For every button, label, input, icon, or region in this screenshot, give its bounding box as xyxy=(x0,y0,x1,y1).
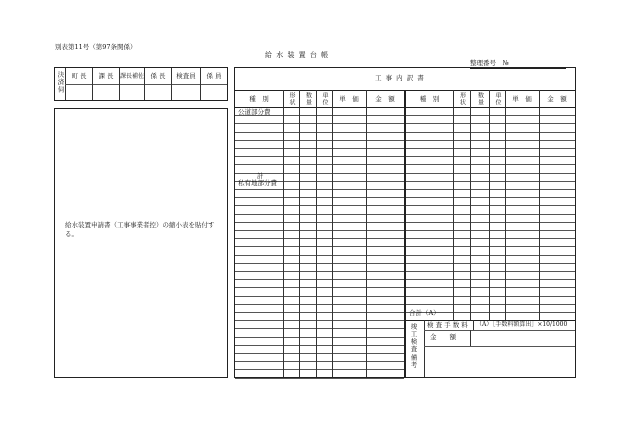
table-row-line xyxy=(406,205,575,206)
table-row-line xyxy=(406,296,575,297)
col-header-amount-left: 金 額 xyxy=(375,94,395,103)
table-row-line xyxy=(406,156,575,157)
remarks-side-label: 備考 xyxy=(409,354,418,369)
table-row-line xyxy=(235,123,404,124)
table-row-line xyxy=(235,361,404,362)
form-reference: 別表第11号（第97条関係） xyxy=(55,43,137,51)
table-row-line xyxy=(235,337,404,338)
table-row-line xyxy=(235,263,404,264)
table-row-line xyxy=(406,279,575,280)
col-header-shape-left: 形状 xyxy=(288,92,295,106)
row-label-public-road: 公道部分費 xyxy=(238,108,271,116)
table-row-line xyxy=(235,353,404,354)
table-row-line xyxy=(235,214,404,215)
table-row-line xyxy=(406,214,575,215)
table-row-line xyxy=(235,255,404,256)
table-row-line xyxy=(235,148,404,149)
table-row-line xyxy=(406,263,575,264)
approval-side-label: 決済伺 xyxy=(56,71,65,94)
table-row-line xyxy=(235,246,404,247)
table-row-line xyxy=(235,369,404,370)
table-row-line xyxy=(406,222,575,223)
col-header-unitprice-right: 単 価 xyxy=(512,94,532,103)
table-row-line xyxy=(235,271,404,272)
col-header-qty-left: 数量 xyxy=(304,92,312,106)
table-row-line xyxy=(235,164,404,165)
table-row-line xyxy=(235,205,404,206)
approval-col-mayor: 町 長 xyxy=(71,72,87,81)
col-header-unit-right: 単位 xyxy=(494,92,501,106)
table-row-line xyxy=(406,246,575,247)
inspection-side-label: 竣工検査 xyxy=(409,323,418,353)
col-header-unit-left: 単位 xyxy=(321,92,328,106)
approval-col-staff: 係 員 xyxy=(206,72,222,81)
breakdown-rows-left xyxy=(235,107,404,377)
table-row-line xyxy=(235,320,404,321)
col-header-type-right: 種 別 xyxy=(419,94,440,103)
breakdown-rows-right xyxy=(406,107,575,307)
table-row-line xyxy=(235,312,404,313)
total-label: 合計（A） xyxy=(409,309,440,317)
page-title: 給 水 装 置 台 帳 xyxy=(265,51,330,59)
col-header-qty-right: 数量 xyxy=(476,92,484,106)
inspection-fee-formula: （A）［手数料額算出］×10/1000 xyxy=(476,321,568,328)
table-row-line xyxy=(406,304,575,305)
table-row-line xyxy=(406,287,575,288)
approval-col-deputy-chief: 課長補佐 xyxy=(120,72,145,80)
ledger-number-label: 整理番号 № xyxy=(470,59,509,67)
table-row-line xyxy=(406,238,575,239)
table-row-line xyxy=(406,132,575,133)
table-row-line xyxy=(235,296,404,297)
table-row-line xyxy=(406,189,575,190)
table-row-line xyxy=(406,230,575,231)
table-row-line xyxy=(235,156,404,157)
table-row-line xyxy=(406,148,575,149)
row-label-private-land: 私有地部分費 xyxy=(238,179,277,187)
table-row-line xyxy=(235,328,404,329)
approval-table xyxy=(54,67,228,101)
col-header-type-left: 種 別 xyxy=(249,94,269,103)
table-row-line xyxy=(235,189,404,190)
table-row-line xyxy=(235,378,404,379)
amount-label: 金 額 xyxy=(430,333,456,341)
table-row-line xyxy=(406,140,575,141)
col-header-shape-right: 形状 xyxy=(458,92,466,106)
table-row-line xyxy=(406,255,575,256)
approval-col-subsection-chief: 係 長 xyxy=(150,72,166,81)
table-row-line xyxy=(235,132,404,133)
table-row-line xyxy=(406,123,575,124)
breakdown-table xyxy=(234,67,576,378)
table-row-line xyxy=(235,287,404,288)
col-header-unitprice-left: 単 価 xyxy=(339,94,359,103)
table-row-line xyxy=(406,181,575,182)
attachment-note: 給水装置申請書（工事事業者控）の縮小表を貼付する。 xyxy=(65,221,215,238)
table-row-line xyxy=(235,345,404,346)
table-row-line xyxy=(235,222,404,223)
table-row-line xyxy=(406,164,575,165)
table-row-line xyxy=(406,115,575,116)
col-header-amount-right: 金 額 xyxy=(547,94,567,103)
approval-col-section-chief: 課 長 xyxy=(98,72,114,81)
table-row-line xyxy=(235,140,404,141)
table-row-line xyxy=(406,173,575,174)
table-row-line xyxy=(406,197,575,198)
approval-col-inspector: 検査員 xyxy=(176,72,196,81)
table-row-line xyxy=(235,197,404,198)
inspection-fee-label: 検 査 手 数 料 xyxy=(427,321,468,329)
table-row-line xyxy=(235,304,404,305)
breakdown-title: 工 事 内 訳 書 xyxy=(375,74,425,82)
table-row-line xyxy=(235,238,404,239)
attachment-area xyxy=(54,108,228,378)
table-row-line xyxy=(235,230,404,231)
row-label-subtotal: 計 xyxy=(257,172,264,180)
table-row-line xyxy=(235,279,404,280)
table-row-line xyxy=(406,271,575,272)
